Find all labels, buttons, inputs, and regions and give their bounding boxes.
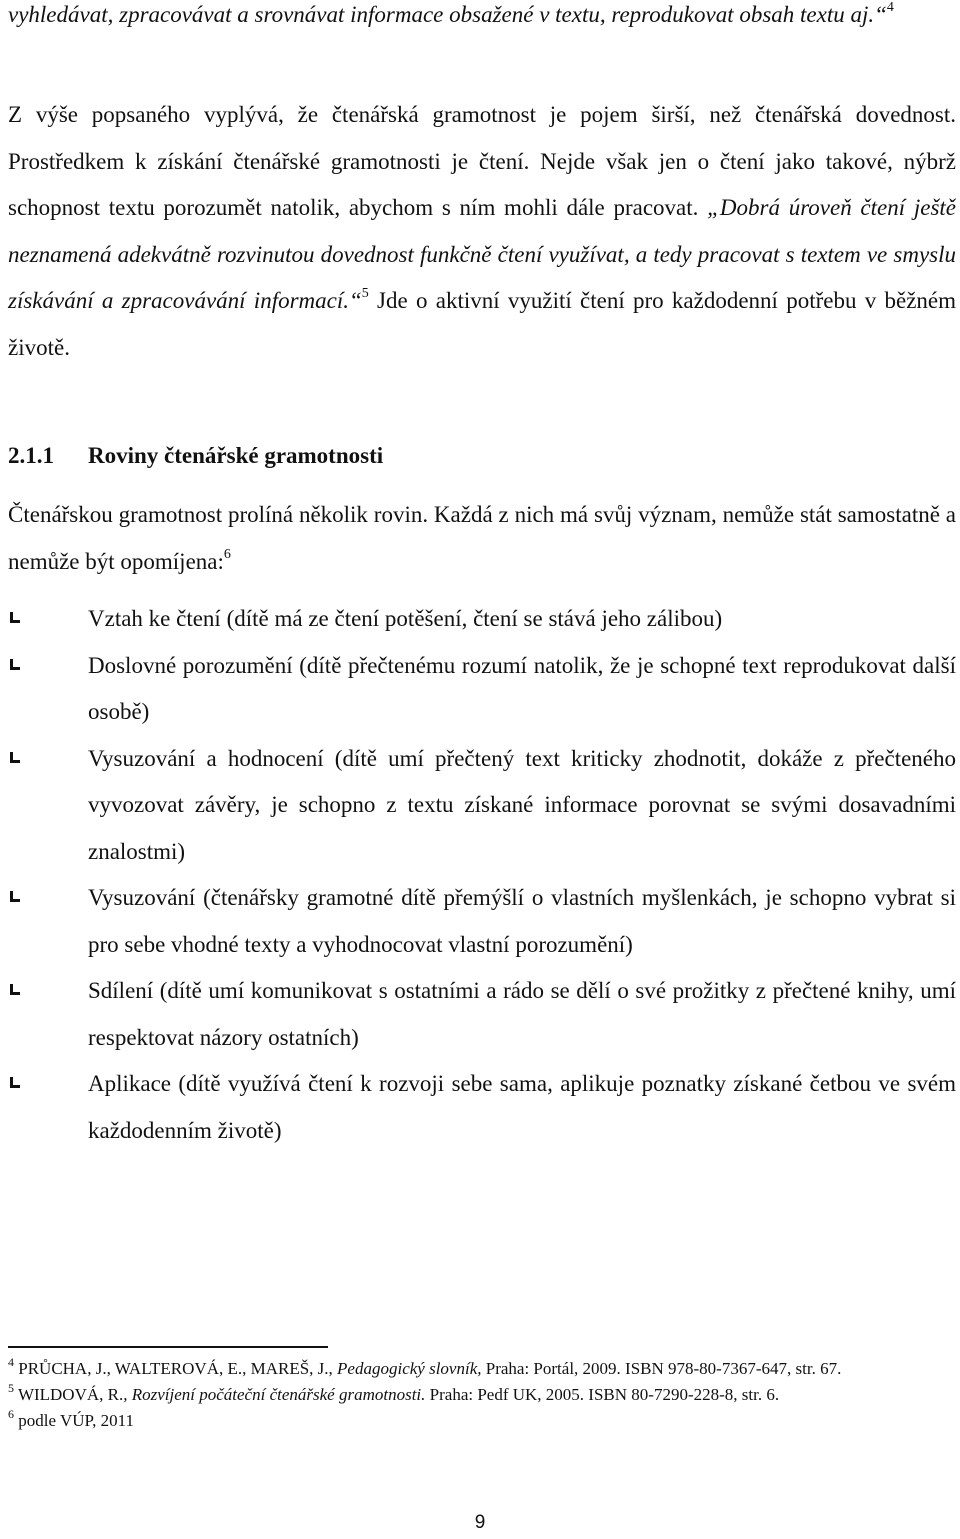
paragraph-levels-intro	[8, 492, 956, 585]
footnote-6	[8, 1408, 938, 1434]
footnote-number: 5	[8, 1381, 14, 1396]
list-item-text: Aplikace (dítě využívá čtení k rozvoji sebe sama, aplikuje poznatky získané četbou ve svém každodenním životě)	[88, 1071, 956, 1143]
list-item-text: Doslovné porozumění (dítě přečtenému rozumí natolik, že je schopné text reprodukovat další osobě)	[88, 652, 956, 724]
footnote-ref-4: 4	[886, 0, 894, 16]
quote-text: vyhledávat, zpracovávat a srovnávat informace obsažené v textu, reprodukovat obsah textu aj.	[8, 2, 875, 27]
page-number: 9	[474, 1512, 486, 1533]
paragraph-text: Jde o aktivní využití čtení pro každodenní potřebu v běžném životě.	[8, 288, 957, 360]
paragraph-text: Z výše popsaného vyplývá, že čtenářská gramotnost je pojem širší, než čtenářská dovednost. Prostředkem k získání čtenářské gramotnosti je čtení. Nejde však jen o čtení jako takové, nýbrž schopnost textu porozumět natolik, abychom s ním mohli dále pracovat.	[8, 102, 956, 220]
list-item-text: Sdílení (dítě umí komunikovat s ostatními a rádo se dělí o své prožitky z přečtené knihy, umí respektovat názory ostatních)	[88, 978, 956, 1050]
footnote-text: Praha: Portál, 2009. ISBN 978-80-7367-647, str. 67.	[481, 1359, 842, 1378]
footnote-title: , Rozvíjení počáteční čtenářské gramotnosti.	[123, 1385, 426, 1404]
list-item	[8, 875, 956, 968]
section-number: 2.1.1	[8, 443, 54, 468]
list-item-text: Vysuzování a hodnocení (dítě umí přečtený text kriticky zhodnotit, dokáže z přečteného vyvozovat závěry, je schopno z textu získané informace porovnat se svými dosavadními znalostmi)	[88, 745, 956, 864]
bullet-marker-icon	[10, 752, 20, 763]
quote-text: „Dobrá úroveň čtení ještě neznamená adekvátně rozvinutou dovednost funkčně čtení využívat, a tedy pracovat s textem ve smyslu získávání a zpracovávání informací.“	[8, 195, 956, 313]
bullet-marker-icon	[10, 659, 20, 670]
bullet-marker-icon	[10, 984, 20, 995]
list-item	[8, 736, 956, 876]
levels-list	[8, 596, 956, 1154]
footnote-number: 6	[8, 1407, 14, 1422]
footnote-number: 4	[8, 1355, 14, 1370]
bullet-marker-icon	[10, 891, 20, 902]
list-item	[8, 643, 956, 736]
list-item	[8, 596, 956, 643]
paragraph-reading-literacy	[8, 92, 956, 371]
quote-close: “	[874, 2, 887, 27]
footnote-separator	[8, 1346, 328, 1348]
section-heading	[8, 436, 956, 476]
list-item-text: Vztah ke čtení (dítě má ze čtení potěšení, čtení se stává jeho zálibou)	[88, 606, 723, 631]
list-item	[8, 1061, 956, 1154]
bullet-marker-icon	[10, 612, 20, 623]
footnote-text: podle VÚP, 2011	[14, 1411, 134, 1430]
list-item-text: Vysuzování (čtenářsky gramotné dítě přemýšlí o vlastních myšlenkách, je schopno vybrat si pro sebe vhodné texty a vyhodnocovat vlastní porozumění)	[88, 885, 956, 957]
footnote-ref-5: 5	[361, 286, 369, 302]
paragraph-text: Čtenářskou gramotnost prolíná několik rovin. Každá z nich má svůj význam, nemůže stát samostatně a nemůže být opomíjena:	[8, 502, 956, 574]
footnotes	[8, 1356, 938, 1434]
footnote-5	[8, 1382, 938, 1408]
footnote-text: PRŮCHA, J., WALTEROVÁ, E., MAREŠ, J.,	[14, 1359, 338, 1378]
paragraph-intro	[8, 0, 956, 39]
bullet-marker-icon	[10, 1077, 20, 1088]
footnote-4	[8, 1356, 938, 1382]
footnote-ref-6: 6	[223, 546, 231, 562]
section-title: Roviny čtenářské gramotnosti	[88, 443, 384, 468]
footnote-text: WILDOVÁ, R.	[14, 1385, 124, 1404]
list-item	[8, 968, 956, 1061]
footnote-text: Praha: Pedf UK, 2005. ISBN 80-7290-228-8, str. 6.	[425, 1385, 780, 1404]
footnote-title: Pedagogický slovník,	[337, 1359, 482, 1378]
